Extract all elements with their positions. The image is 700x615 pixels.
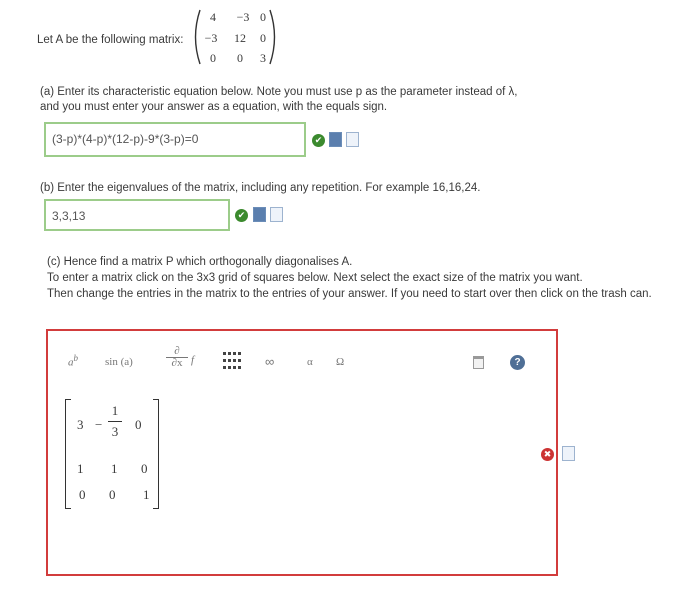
matrix-entry-fraction[interactable]	[108, 404, 122, 439]
check-icon: ✔	[235, 209, 248, 222]
power-exponent: b	[73, 353, 78, 363]
part-a-instructions-line2: and you must enter your answer as a equation, with the equals sign.	[40, 101, 388, 113]
derivative-button[interactable]	[166, 346, 188, 369]
document-icon[interactable]	[562, 446, 575, 461]
matrix-a-cell: 0	[260, 10, 266, 24]
alpha-button[interactable]: α	[307, 356, 313, 368]
matrix-grid-icon[interactable]	[222, 351, 242, 371]
part-a-answer-box[interactable]	[44, 122, 306, 157]
fraction-numerator: 1	[111, 403, 119, 418]
part-b-answer-box[interactable]	[44, 199, 230, 231]
matrix-editor[interactable]	[46, 329, 558, 576]
matrix-a-cell: −3	[204, 31, 218, 45]
matrix-entry[interactable]: 0	[135, 417, 142, 432]
matrix-right-bracket	[153, 399, 159, 509]
matrix-entry[interactable]: 0	[109, 487, 116, 502]
omega-button[interactable]: Ω	[336, 356, 345, 368]
trash-icon[interactable]	[473, 356, 484, 369]
matrix-a-cell: 0	[260, 31, 266, 45]
matrix-entry[interactable]: 0	[79, 487, 86, 502]
error-icon: ✖	[541, 448, 554, 461]
part-a-instructions-line1: (a) Enter its characteristic equation below. Note you must use p as the parameter instead of λ,	[40, 86, 518, 98]
derivative-function: f	[191, 354, 195, 366]
document-icon[interactable]	[270, 207, 283, 222]
derivative-numerator: ∂	[174, 345, 180, 357]
intro-label: Let A be the following matrix:	[37, 34, 184, 46]
preview-icon[interactable]	[329, 132, 342, 147]
infinity-button[interactable]: ∞	[265, 354, 275, 369]
matrix-a-cell: 3	[260, 51, 266, 65]
matrix-entry[interactable]: 1	[77, 461, 84, 476]
matrix-entry[interactable]: 0	[141, 461, 148, 476]
matrix-entry-sign: −	[95, 417, 103, 432]
help-icon[interactable]: ?	[510, 355, 525, 370]
matrix-left-bracket	[65, 399, 71, 509]
matrix-a-cell: 12	[234, 31, 246, 45]
power-base: a	[68, 356, 74, 369]
check-icon: ✔	[312, 134, 325, 147]
fraction-denominator: 3	[108, 421, 122, 439]
part-b-answer-value: 3,3,13	[52, 209, 86, 223]
matrix-a-cell: 0	[237, 51, 243, 65]
matrix-entry[interactable]: 1	[111, 461, 118, 476]
matrix-a	[190, 6, 280, 68]
part-a-answer-value: (3-p)*(4-p)*(12-p)-9*(3-p)=0	[52, 132, 199, 146]
sin-button[interactable]: sin (a)	[105, 356, 133, 368]
matrix-entry[interactable]: 1	[143, 487, 150, 502]
matrix-a-cell: −3	[236, 10, 250, 24]
matrix-entry[interactable]: 3	[77, 417, 84, 432]
part-b-instructions: (b) Enter the eigenvalues of the matrix, including any repetition. For example 16,16,24.	[40, 182, 481, 194]
derivative-denominator: ∂x	[166, 357, 188, 369]
entered-matrix[interactable]	[65, 399, 165, 509]
matrix-a-cell: 4	[210, 10, 216, 24]
part-c-instructions-line1: (c) Hence find a matrix P which orthogonally diagonalises A.	[47, 256, 353, 268]
part-c-instructions-line3: Then change the entries in the matrix to the entries of your answer. If you need to start over then click on the trash can.	[47, 288, 652, 300]
matrix-a-cell: 0	[210, 51, 216, 65]
power-button[interactable]	[68, 353, 78, 369]
document-icon[interactable]	[346, 132, 359, 147]
preview-icon[interactable]	[253, 207, 266, 222]
part-c-instructions-line2: To enter a matrix click on the 3x3 grid of squares below. Next select the exact size of the matrix you want.	[47, 272, 583, 284]
